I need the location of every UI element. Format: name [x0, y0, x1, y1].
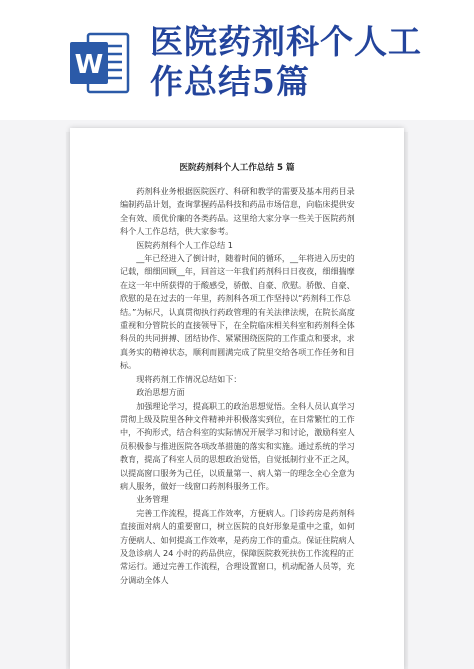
document-title: 医院药剂科个人工作总结 5 篇	[179, 163, 295, 173]
paragraph-review: __年已经进入了倒计时，随着时间的循环，__年将进入历史的记载，细细回顾__年，回首这一年我们药剂科日日夜夜，细细揣摩在这一年中所获得的于酸感受，骄傲、自豪、欣慰。骄傲、自豪、欣慰的是在过去的一年里，药剂科各项工作坚持以“药剂科工作总结。”为标尺，认真贯彻执行药政管理的有关法律法规，在院长高度重视和分管院长的直接领导下，在全院临床相关科室和药剂科全体科员的共同拼搏、团结协作、紧紧围绕医院的工作重点和要求，求真务实的精神状态，顺利而圆满完成了院里交给各项工作任务和目标。	[120, 253, 355, 371]
subheading-politics: 政治思想方面	[136, 387, 185, 398]
paragraph-politics: 加强理论学习，提高职工的政治思想觉悟。全科人员认真学习贯彻上级及院里各种文件精神并积极落实到位，在日常繁忙的工作中，不拘形式，结合科室的实际情况开展学习和讨论，激励科室人员积极参与推进医院各项改革措施的落实和实施。通过系统的学习教育，提高了科室人员的思想政治觉悟，自觉抵制行业不正之风，以提高窗口服务为己任，以质量第一、病人第一的理念全心全意为病人服务，做好一线窗口药剂科服务工作。	[120, 400, 355, 491]
subheading-business: 业务管理	[136, 494, 169, 505]
section-heading: 医院药剂科个人工作总结 1	[136, 239, 233, 250]
paragraph-business: 完善工作流程，提高工作效率，方便病人。门诊药房是药剂科直接面对病人的重要窗口，树立医院的良好形象是重中之重，如何方便病人、如何提高工作效率，是药房工作的重点。保证住院病人及急诊病人 24 小时的药品供应，保障医院救死扶伤工作流程的正常运行。通过完善工作流程，合理设置窗口，机动配备人员等，充分调动全体人	[120, 507, 355, 585]
svg-text:W: W	[74, 50, 104, 80]
paragraph-intro: 药剂科业务根据医院医疗、科研和教学的需要及基本用药目录编制药品计划，查询掌握药品科技和药品市场信息，向临床提供安全有效、质优价廉的各类药品。这里给大家分享一些关于医院药剂科个人工作总结，供大家参考。	[120, 186, 355, 237]
paragraph-summary-intro: 现将药剂工作情况总结如下：	[136, 373, 242, 384]
word-document-icon	[68, 30, 130, 96]
header-banner	[0, 0, 474, 120]
document-body	[120, 185, 356, 587]
banner-title: 医院药剂科个人工作总结5篇	[150, 22, 422, 101]
document-page	[70, 128, 404, 669]
